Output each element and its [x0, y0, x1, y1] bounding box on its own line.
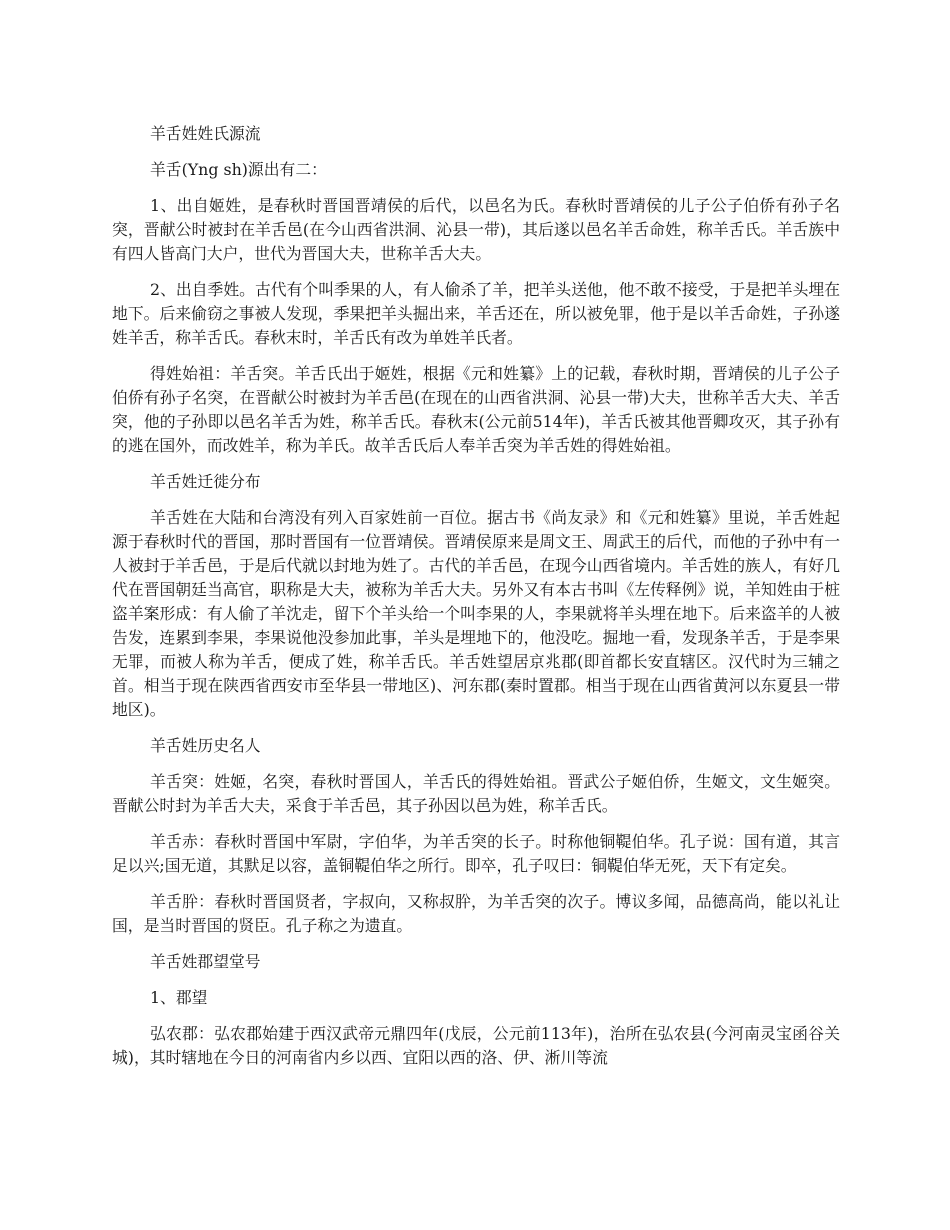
section-title-migration: 羊舌姓迁徙分布 — [150, 472, 261, 491]
paragraph-figure-chi: 羊舌赤：春秋时晋国中军尉，字伯华，为羊舌突的长子。时称他铜鞮伯华。孔子说：国有道，其言足以兴;国无道，其默足以容，盖铜鞮伯华之所行。即卒，孔子叹曰：铜鞮伯华无死，天下有定矣。 — [112, 832, 840, 875]
paragraph-origin-intro: 羊舌(Yng sh)源出有二： — [150, 160, 327, 179]
paragraph-origin-1: 1、出自姬姓，是春秋时晋国晋靖侯的后代，以邑名为氏。春秋时晋靖侯的儿子公子伯侨有孙子名突，晋献公时被封在羊舌邑(在今山西省洪洞、沁县一带)，其后遂以邑名羊舌命姓，称羊舌氏。羊舌族中有四人皆高门大户，世代为晋国大夫，世称羊舌大夫。 — [112, 196, 840, 263]
section-title-hall: 羊舌姓郡望堂号 — [150, 952, 261, 971]
paragraph-figure-xi: 羊舌肸：春秋时晋国贤者，字叔向，又称叔肸，为羊舌突的次子。博议多闻，品德高尚，能以礼让国，是当时晋国的贤臣。孔子称之为遗直。 — [112, 892, 840, 935]
paragraph-ancestor: 得姓始祖：羊舌突。羊舌氏出于姬姓，根据《元和姓纂》上的记载，春秋时期，晋靖侯的儿子公子伯侨有孙子名突，在晋献公时被封为羊舌邑(在现在的山西省洪洞、沁县一带)大夫，世称羊舌大夫、羊舌突，他的子孙即以邑名羊舌为姓，称羊舌氏。春秋末(公元前514年)，羊舌氏被其他晋卿攻灭，其子孙有的逃在国外，而改姓羊，称为羊氏。故羊舌氏后人奉羊舌突为羊舌姓的得姓始祖。 — [112, 364, 840, 455]
document-page — [112, 122, 840, 1082]
paragraph-origin-2: 2、出自季姓。古代有个叫季果的人，有人偷杀了羊，把羊头送他，他不敢不接受，于是把羊头埋在地下。后来偷窃之事被人发现，季果把羊头掘出来，羊舌还在，所以被免罪，他于是以羊舌命姓，子孙遂姓羊舌，称羊舌氏。春秋末时，羊舌氏有改为单姓羊氏者。 — [112, 280, 840, 347]
paragraph-migration: 羊舌姓在大陆和台湾没有列入百家姓前一百位。据古书《尚友录》和《元和姓纂》里说，羊舌姓起源于春秋时代的晋国，那时晋国有一位晋靖侯。晋靖侯原来是周文王、周武王的后代，而他的子孙中有一人被封于羊舌邑，于是后代就以封地为姓了。古代的羊舌邑，在现今山西省境内。羊舌姓的族人，有好几代在晋国朝廷当高官，职称是大夫，被称为羊舌大夫。另外又有本古书叫《左传释例》说，羊知姓由于桩盗羊案形成：有人偷了羊沈走，留下个羊头给一个叫李果的人，李果就将羊头埋在地下。后来盗羊的人被告发，连累到李果，李果说他没参加此事，羊头是埋地下的，他没吃。掘地一看，发现条羊舌，于是李果无罪，而被人称为羊舌，便成了姓，称羊舌氏。羊舌姓望居京兆郡(即首都长安直辖区。汉代时为三辅之首。相当于现在陕西省西安市至华县一带地区)、河东郡(秦时置郡。相当于现在山西省黄河以东夏县一带地区)。 — [112, 508, 840, 719]
paragraph-figure-tu: 羊舌突：姓姬，名突，春秋时晋国人，羊舌氏的得姓始祖。晋武公子姬伯侨，生姬文，文生姬突。晋献公时封为羊舌大夫，采食于羊舌邑，其子孙因以邑为姓，称羊舌氏。 — [112, 772, 840, 815]
section-title-origin: 羊舌姓姓氏源流 — [150, 124, 261, 143]
paragraph-hongnong: 弘农郡：弘农郡始建于西汉武帝元鼎四年(戊辰，公元前113年)，治所在弘农县(今河南灵宝函谷关城)，其时辖地在今日的河南省内乡以西、宜阳以西的洛、伊、淅川等流 — [112, 1024, 840, 1067]
section-title-figures: 羊舌姓历史名人 — [150, 736, 261, 755]
subsection-title-junwang: 1、郡望 — [150, 988, 208, 1007]
